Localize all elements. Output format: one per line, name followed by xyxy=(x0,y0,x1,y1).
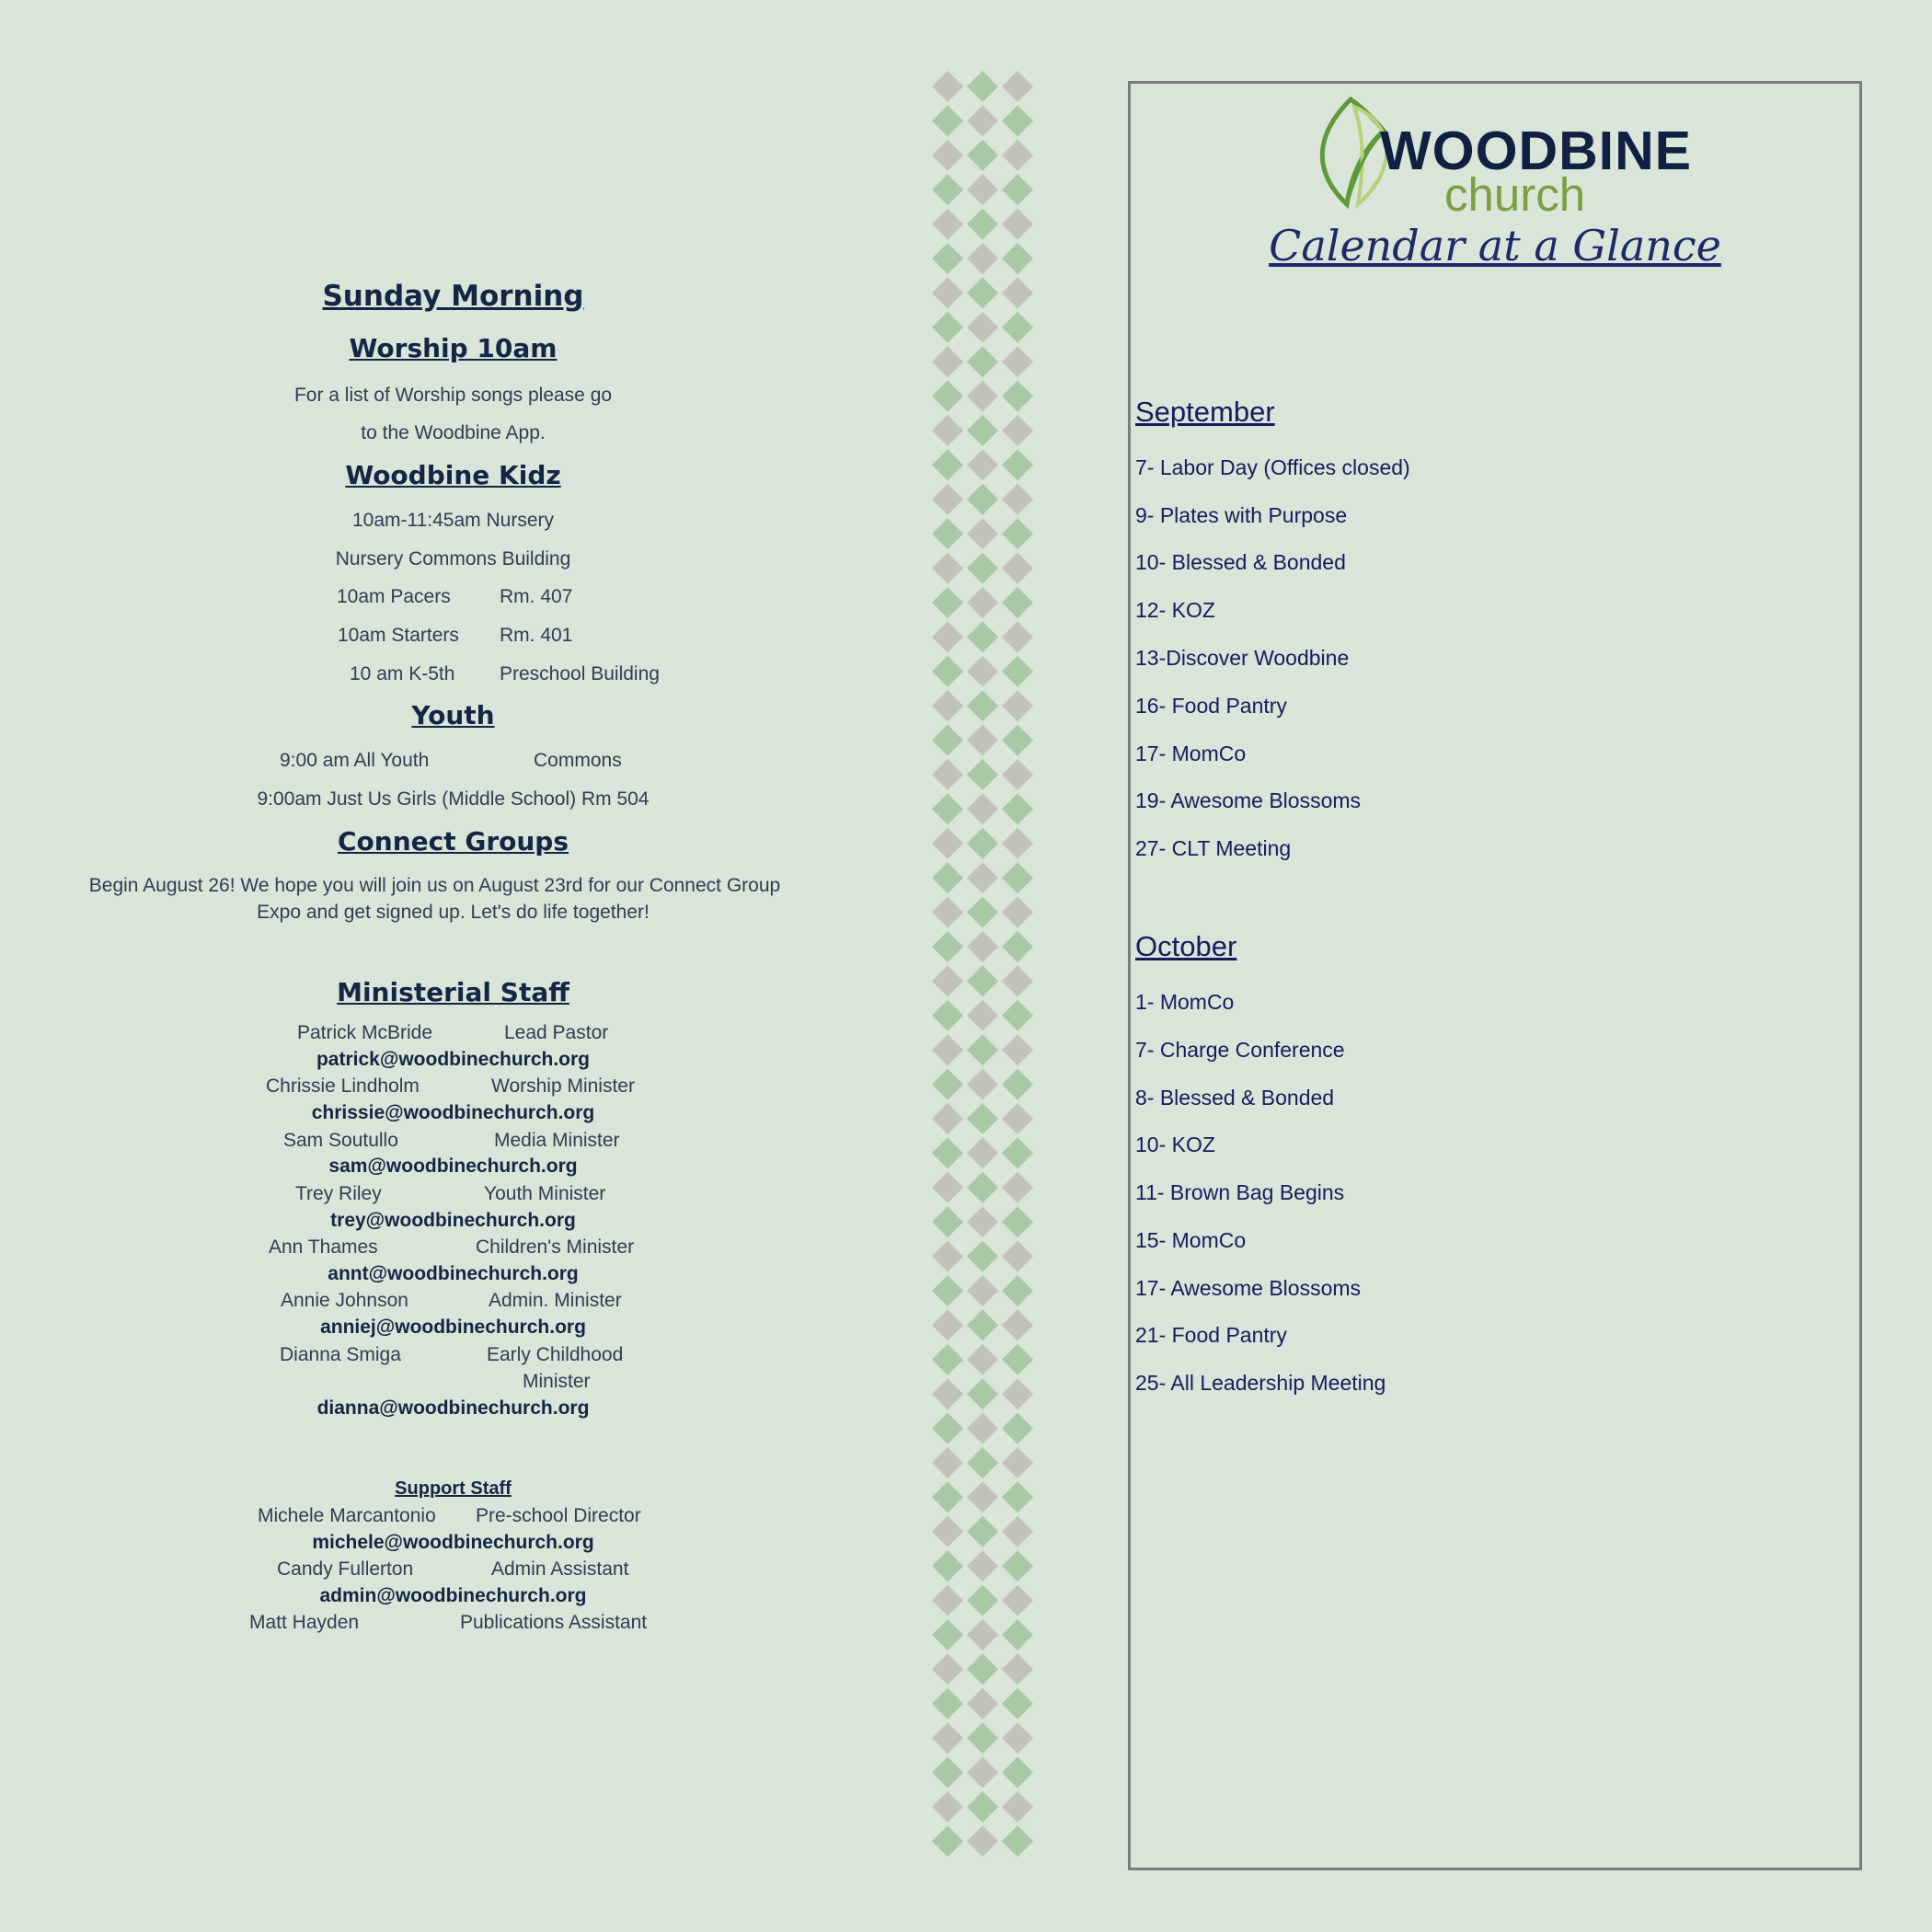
youth-row-time: 9:00 am All Youth xyxy=(280,750,430,771)
support-email[interactable]: admin@woodbinechurch.org xyxy=(319,1585,587,1606)
diamond-shape xyxy=(1002,449,1033,480)
support-name: Michele Marcantonio xyxy=(258,1505,436,1526)
staff-email[interactable]: sam@woodbinechurch.org xyxy=(328,1156,578,1177)
calendar-event: 10- Blessed & Bonded xyxy=(1135,550,1346,574)
diamond-shape xyxy=(1002,1172,1033,1203)
diamond-shape xyxy=(932,690,963,721)
diamond-shape xyxy=(932,1241,963,1272)
diamond-shape xyxy=(1002,518,1033,549)
calendar-event: 8- Blessed & Bonded xyxy=(1135,1086,1335,1110)
staff-email[interactable]: dianna@woodbinechurch.org xyxy=(316,1397,590,1419)
kidz-nursery-time: 10am-11:45am Nursery xyxy=(351,510,555,531)
staff-role: Children's Minister xyxy=(476,1236,635,1258)
diamond-shape xyxy=(932,312,963,343)
diamond-shape xyxy=(932,105,963,136)
diamond-shape xyxy=(1002,1344,1033,1375)
calendar-event: 10- KOZ xyxy=(1135,1133,1215,1156)
diamond-shape xyxy=(967,1103,998,1134)
diamond-shape xyxy=(1002,1413,1033,1444)
diamond-shape xyxy=(967,518,998,549)
worship-text-line-2: to the Woodbine App. xyxy=(361,422,546,443)
diamond-shape xyxy=(1002,1722,1033,1754)
diamond-shape xyxy=(932,1344,963,1375)
diamond-shape xyxy=(932,587,963,618)
diamond-shape xyxy=(932,656,963,687)
diamond-shape xyxy=(967,1206,998,1237)
diamond-shape xyxy=(932,725,963,756)
diamond-shape xyxy=(932,1825,963,1857)
diamond-shape xyxy=(932,1447,963,1478)
diamond-shape xyxy=(967,690,998,721)
diamond-shape xyxy=(932,1378,963,1409)
diamond-shape xyxy=(967,1516,998,1547)
diamond-shape xyxy=(967,1378,998,1409)
kidz-nursery-place: Nursery Commons Building xyxy=(335,548,571,569)
diamond-shape xyxy=(1002,656,1033,687)
calendar-event: 25- All Leadership Meeting xyxy=(1135,1371,1386,1395)
diamond-shape xyxy=(932,1275,963,1306)
diamond-shape xyxy=(967,1137,998,1168)
diamond-shape xyxy=(1002,1069,1033,1100)
diamond-shape xyxy=(932,1103,963,1134)
diamond-shape xyxy=(1002,1619,1033,1650)
diamond-shape xyxy=(967,1585,998,1616)
diamond-shape xyxy=(932,1688,963,1719)
diamond-shape xyxy=(1002,105,1033,136)
diamond-shape xyxy=(932,1413,963,1444)
diamond-shape xyxy=(1002,1103,1033,1134)
diamond-shape xyxy=(967,725,998,756)
diamond-shape xyxy=(932,1653,963,1685)
diamond-shape xyxy=(967,1481,998,1512)
diamond-shape xyxy=(932,1585,963,1616)
diamond-shape xyxy=(1002,484,1033,515)
calendar-event: 16- Food Pantry xyxy=(1135,694,1287,718)
diamond-shape xyxy=(1002,725,1033,756)
diamond-shape xyxy=(1002,174,1033,205)
diamond-shape xyxy=(1002,1516,1033,1547)
diamond-shape xyxy=(1002,346,1033,377)
diamond-shape xyxy=(1002,1550,1033,1581)
diamond-shape xyxy=(967,553,998,584)
month-heading: October xyxy=(1135,930,1237,962)
staff-role: Youth Minister xyxy=(484,1183,606,1204)
staff-name: Dianna Smiga xyxy=(280,1344,401,1365)
diamond-shape xyxy=(932,1172,963,1203)
kidz-row-time: 10am Pacers xyxy=(337,586,451,607)
staff-name: Sam Soutullo xyxy=(283,1130,398,1151)
youth-row-2: 9:00am Just Us Girls (Middle School) Rm 504 xyxy=(257,788,650,810)
diamond-shape xyxy=(1002,1000,1033,1031)
diamond-shape xyxy=(967,449,998,480)
diamond-shape xyxy=(1002,1447,1033,1478)
connect-text-line-2: Expo and get signed up. Let's do life together! xyxy=(257,902,650,923)
diamond-shape xyxy=(932,897,963,928)
diamond-shape xyxy=(1002,415,1033,446)
calendar-event: 21- Food Pantry xyxy=(1135,1323,1287,1347)
diamond-shape xyxy=(1002,1688,1033,1719)
diamond-shape xyxy=(967,828,998,859)
diamond-shape xyxy=(1002,1241,1033,1272)
staff-role: Media Minister xyxy=(494,1130,620,1151)
ministerial-heading: Ministerial Staff xyxy=(337,977,569,1007)
diamond-shape xyxy=(932,759,963,790)
support-email[interactable]: michele@woodbinechurch.org xyxy=(312,1532,594,1553)
diamond-shape xyxy=(1002,862,1033,893)
support-role: Pre-school Director xyxy=(476,1505,641,1526)
diamond-shape xyxy=(967,174,998,205)
calendar-event: 12- KOZ xyxy=(1135,598,1215,622)
staff-name: Annie Johnson xyxy=(281,1290,408,1311)
diamond-shape xyxy=(1002,1137,1033,1168)
diamond-shape xyxy=(967,1344,998,1375)
diamond-shape xyxy=(967,1688,998,1719)
diamond-shape xyxy=(932,1516,963,1547)
staff-role-line-2: Minister xyxy=(523,1371,591,1392)
calendar-title: Calendar at a Glance xyxy=(1269,221,1721,270)
diamond-shape xyxy=(1002,621,1033,652)
worship-heading: Worship 10am xyxy=(349,333,558,363)
staff-email[interactable]: chrissie@woodbinechurch.org xyxy=(311,1102,595,1123)
diamond-shape xyxy=(932,621,963,652)
diamond-shape xyxy=(967,1619,998,1650)
diamond-shape xyxy=(1002,71,1033,102)
diamond-shape xyxy=(1002,312,1033,343)
month-heading: September xyxy=(1135,396,1275,428)
diamond-shape xyxy=(1002,1757,1033,1788)
diamond-shape xyxy=(1002,381,1033,412)
diamond-shape xyxy=(932,862,963,893)
diamond-shape xyxy=(967,1309,998,1340)
diamond-shape xyxy=(932,209,963,240)
diamond-shape xyxy=(932,243,963,274)
diamond-shape xyxy=(967,1241,998,1272)
diamond-shape xyxy=(932,793,963,824)
staff-role: Early Childhood xyxy=(487,1344,624,1365)
diamond-shape xyxy=(967,1000,998,1031)
diamond-shape xyxy=(1002,1825,1033,1857)
diamond-shape xyxy=(1002,1275,1033,1306)
diamond-shape xyxy=(1002,587,1033,618)
connect-text-line-1: Begin August 26! We hope you will join us on August 23rd for our Connect Group xyxy=(88,875,781,896)
diamond-shape xyxy=(932,1206,963,1237)
calendar-event: 1- MomCo xyxy=(1135,990,1235,1014)
diamond-shape xyxy=(932,1309,963,1340)
staff-name: Ann Thames xyxy=(269,1236,378,1258)
diamond-shape xyxy=(967,1653,998,1685)
diamond-shape xyxy=(932,553,963,584)
diamond-pattern-divider xyxy=(929,70,1036,1858)
diamond-shape xyxy=(1002,793,1033,824)
diamond-shape xyxy=(932,1757,963,1788)
diamond-shape xyxy=(967,759,998,790)
staff-role: Lead Pastor xyxy=(504,1022,609,1043)
diamond-shape xyxy=(967,277,998,308)
diamond-shape xyxy=(1002,690,1033,721)
diamond-shape xyxy=(967,656,998,687)
diamond-shape xyxy=(932,1069,963,1100)
diamond-shape xyxy=(1002,1378,1033,1409)
diamond-shape xyxy=(967,243,998,274)
logo-subtitle: church xyxy=(1444,168,1586,221)
diamond-shape xyxy=(967,1069,998,1100)
diamond-shape xyxy=(932,1619,963,1650)
diamond-shape xyxy=(967,209,998,240)
kidz-row-room: Preschool Building xyxy=(500,663,660,684)
diamond-shape xyxy=(967,1172,998,1203)
diamond-shape xyxy=(1002,828,1033,859)
diamond-shape xyxy=(967,415,998,446)
diamond-shape xyxy=(932,518,963,549)
diamond-shape xyxy=(967,1034,998,1065)
diamond-shape xyxy=(1002,1034,1033,1065)
diamond-shape xyxy=(967,1550,998,1581)
calendar-event: 15- MomCo xyxy=(1135,1228,1247,1252)
calendar-event: 19- Awesome Blossoms xyxy=(1135,788,1362,812)
staff-email[interactable]: trey@woodbinechurch.org xyxy=(330,1210,576,1231)
diamond-shape xyxy=(1002,1481,1033,1512)
diamond-shape xyxy=(967,484,998,515)
youth-heading: Youth xyxy=(411,700,495,730)
diamond-shape xyxy=(967,312,998,343)
diamond-shape xyxy=(932,1034,963,1065)
kidz-row-room: Rm. 407 xyxy=(500,586,573,607)
connect-heading: Connect Groups xyxy=(337,826,569,857)
diamond-shape xyxy=(967,346,998,377)
diamond-shape xyxy=(967,381,998,412)
diamond-shape xyxy=(967,140,998,171)
calendar-event: 11- Brown Bag Begins xyxy=(1135,1180,1345,1204)
support-name: Candy Fullerton xyxy=(277,1558,414,1580)
diamond-shape xyxy=(1002,1585,1033,1616)
diamond-shape xyxy=(932,484,963,515)
diamond-shape xyxy=(1002,759,1033,790)
staff-email[interactable]: anniej@woodbinechurch.org xyxy=(320,1317,586,1338)
calendar-event: 7- Labor Day (Offices closed) xyxy=(1135,455,1410,479)
diamond-shape xyxy=(1002,897,1033,928)
diamond-shape xyxy=(967,621,998,652)
diamond-shape xyxy=(1002,1309,1033,1340)
diamond-shape xyxy=(967,793,998,824)
worship-text-line-1: For a list of Worship songs please go xyxy=(293,385,613,406)
diamond-shape xyxy=(932,277,963,308)
staff-name: Patrick McBride xyxy=(297,1022,433,1043)
diamond-shape xyxy=(967,587,998,618)
diamond-shape xyxy=(967,1791,998,1823)
diamond-shape xyxy=(967,862,998,893)
diamond-shape xyxy=(932,1550,963,1581)
diamond-shape xyxy=(932,965,963,996)
diamond-shape xyxy=(932,1137,963,1168)
diamond-shape xyxy=(932,71,963,102)
diamond-shape xyxy=(932,1791,963,1823)
diamond-shape xyxy=(1002,1653,1033,1685)
logo-wordmark: WOODBINE xyxy=(1380,121,1693,181)
diamond-shape xyxy=(967,1447,998,1478)
diamond-shape xyxy=(967,897,998,928)
staff-name: Chrissie Lindholm xyxy=(266,1075,420,1097)
diamond-shape xyxy=(1002,209,1033,240)
staff-role: Worship Minister xyxy=(491,1075,635,1097)
kidz-row-time: 10am Starters xyxy=(338,625,459,646)
diamond-shape xyxy=(932,1722,963,1754)
diamond-shape xyxy=(932,931,963,962)
support-name: Matt Hayden xyxy=(249,1612,360,1633)
diamond-shape xyxy=(967,1413,998,1444)
diamond-shape xyxy=(932,174,963,205)
diamond-shape xyxy=(1002,965,1033,996)
calendar-event: 9- Plates with Purpose xyxy=(1135,503,1348,527)
diamond-shape xyxy=(932,381,963,412)
diamond-shape xyxy=(967,1722,998,1754)
diamond-shape xyxy=(932,415,963,446)
calendar-event: 17- MomCo xyxy=(1135,742,1247,765)
diamond-shape xyxy=(967,1757,998,1788)
kidz-heading: Woodbine Kidz xyxy=(345,460,561,490)
diamond-shape xyxy=(1002,1791,1033,1823)
support-role: Admin Assistant xyxy=(491,1558,629,1580)
support-role: Publications Assistant xyxy=(460,1612,648,1633)
calendar-event: 27- CLT Meeting xyxy=(1135,836,1292,860)
diamond-shape xyxy=(932,1481,963,1512)
kidz-row-room: Rm. 401 xyxy=(500,625,573,646)
calendar-event: 17- Awesome Blossoms xyxy=(1135,1276,1362,1300)
staff-role: Admin. Minister xyxy=(489,1290,622,1311)
diamond-shape xyxy=(967,1825,998,1857)
diamond-shape xyxy=(1002,243,1033,274)
youth-row-place: Commons xyxy=(534,750,622,771)
diamond-shape xyxy=(1002,140,1033,171)
calendar-event: 7- Charge Conference xyxy=(1135,1038,1345,1062)
diamond-shape xyxy=(932,346,963,377)
staff-email[interactable]: annt@woodbinechurch.org xyxy=(328,1263,579,1284)
diamond-shape xyxy=(932,140,963,171)
diamond-shape xyxy=(1002,277,1033,308)
diamond-shape xyxy=(967,71,998,102)
left-column xyxy=(0,0,906,1932)
sunday-morning-heading: Sunday Morning xyxy=(322,280,584,313)
staff-email[interactable]: patrick@woodbinechurch.org xyxy=(316,1049,590,1070)
diamond-shape xyxy=(932,1000,963,1031)
diamond-shape xyxy=(967,1275,998,1306)
diamond-shape xyxy=(932,449,963,480)
staff-name: Trey Riley xyxy=(295,1183,382,1204)
calendar-event: 13-Discover Woodbine xyxy=(1135,646,1350,670)
diamond-shape xyxy=(1002,553,1033,584)
diamond-shape xyxy=(1002,931,1033,962)
kidz-row-time: 10 am K-5th xyxy=(350,663,455,684)
calendar-panel xyxy=(1128,81,1862,1870)
diamond-shape xyxy=(1002,1206,1033,1237)
diamond-shape xyxy=(967,965,998,996)
diamond-shape xyxy=(967,931,998,962)
diamond-shape xyxy=(932,828,963,859)
diamond-shape xyxy=(967,105,998,136)
support-heading: Support Staff xyxy=(395,1478,512,1499)
